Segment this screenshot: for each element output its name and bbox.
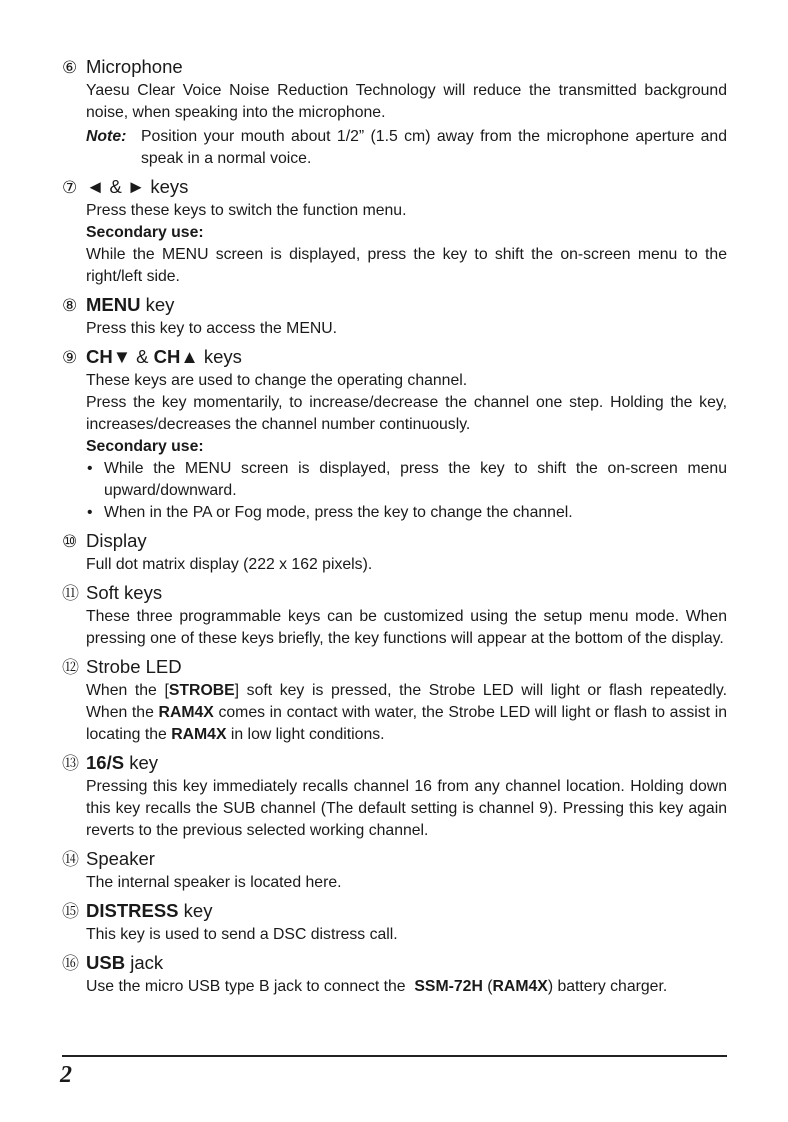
item-title [86, 951, 163, 975]
item-number: ⑭ [62, 850, 79, 869]
item-description: Pressing this key immediately recalls channel 16 from any channel location. Holding down this key recalls the SUB channel (The default setting is channel 9). Pressing this key again reverts to the previous selected working channel. [86, 778, 727, 839]
manual-page-content [62, 55, 727, 1003]
item-body [62, 680, 727, 746]
item-description: Yaesu Clear Voice Noise Reduction Technology will reduce the transmitted background noise, when speaking into the microphone. [86, 82, 727, 121]
item-usb-jack [62, 951, 727, 998]
item-description: This key is used to send a DSC distress call. [86, 926, 398, 943]
item-distress-key [62, 899, 727, 946]
model-name: RAM4X [492, 978, 548, 995]
item-number: ⑧ [62, 296, 78, 315]
item-title-amp: & [131, 346, 154, 367]
text-run: ] soft key is pressed, the Strobe LED will light or flash repeatedly. When the [86, 682, 727, 721]
item-description: Press the key momentarily, to increase/decrease the channel one step. Holding the key, increases/decreases the channel number continuously. [86, 394, 727, 433]
item-title-bold: MENU [86, 294, 141, 315]
secondary-use-label: Secondary use: [86, 438, 204, 455]
item-description [86, 680, 727, 746]
secondary-use-list [86, 458, 727, 524]
item-heading [62, 175, 727, 200]
item-soft-keys [62, 581, 727, 650]
item-title: Microphone [86, 56, 183, 77]
text-run: ( [482, 978, 493, 995]
item-title [86, 345, 242, 369]
note-label: Note: [86, 128, 127, 145]
text-run: Use the micro USB type B jack to connect the [86, 978, 415, 995]
item-16s-key [62, 751, 727, 842]
item-body [62, 872, 727, 894]
text-run: When the [ [86, 682, 169, 699]
item-title [86, 293, 174, 317]
list-item: • When in the PA or Fog mode, press the key to change the channel. [86, 502, 727, 524]
item-title: Display [86, 530, 147, 551]
footer-divider [62, 1055, 727, 1057]
item-heading [62, 293, 727, 318]
text-run: ) battery charger. [547, 978, 668, 995]
item-heading [62, 581, 727, 606]
item-title-ch-down: CH▼ [86, 346, 132, 367]
item-heading [62, 951, 727, 976]
item-title-bold: 16/S [86, 752, 125, 773]
item-description: Full dot matrix display (222 x 162 pixels). [86, 556, 373, 573]
item-heading [62, 655, 727, 680]
item-title: Soft keys [86, 582, 163, 603]
item-body [62, 554, 727, 576]
item-body [62, 370, 727, 524]
item-heading [62, 899, 727, 924]
item-description: Press these keys to switch the function menu. [86, 202, 407, 219]
item-speaker [62, 847, 727, 894]
item-number: ⑦ [62, 178, 78, 197]
item-body [62, 200, 727, 288]
item-heading [62, 847, 727, 872]
item-title: Speaker [86, 848, 155, 869]
item-heading [62, 345, 727, 370]
note-text: Position your mouth about 1/2” (1.5 cm) away from the microphone aperture and speak in a normal voice. [141, 128, 727, 167]
secondary-use-label: Secondary use: [86, 224, 204, 241]
text-run: comes in contact with water, the Strobe LED will light or flash to assist in locating the [86, 704, 727, 743]
item-menu-key [62, 293, 727, 340]
item-number: ⑬ [62, 754, 79, 773]
item-title-rest: key [140, 294, 175, 315]
item-description: The internal speaker is located here. [86, 874, 342, 891]
item-number: ⑮ [62, 902, 79, 921]
item-description: These keys are used to change the operating channel. [86, 372, 468, 389]
page-number: 2 [60, 1062, 72, 1088]
model-name: RAM4X [158, 704, 214, 721]
item-number: ⑪ [62, 584, 79, 603]
item-body [62, 976, 727, 998]
item-heading [62, 751, 727, 776]
list-item: • While the MENU screen is displayed, press the key to shift the on-screen menu upward/downward. [86, 458, 727, 502]
item-number: ⑥ [62, 58, 78, 77]
text-run: in low light conditions. [226, 726, 385, 743]
item-strobe-led [62, 655, 727, 746]
item-number: ⑩ [62, 532, 78, 551]
item-display [62, 529, 727, 576]
model-name: RAM4X [171, 726, 227, 743]
item-body [62, 924, 727, 946]
item-title-rest: key [178, 900, 213, 921]
item-number: ⑯ [62, 954, 79, 973]
item-body [62, 606, 727, 650]
item-title [86, 751, 158, 775]
item-title: ◄ & ► keys [86, 176, 189, 197]
item-heading [62, 55, 727, 80]
item-title-rest: key [124, 752, 158, 773]
item-channel-keys [62, 345, 727, 524]
item-microphone [62, 55, 727, 170]
item-arrow-keys [62, 175, 727, 288]
item-heading [62, 529, 727, 554]
item-description: Press this key to access the MENU. [86, 320, 338, 337]
item-body [62, 776, 727, 842]
item-title: Strobe LED [86, 656, 182, 677]
item-title [86, 899, 212, 923]
secondary-use-text: While the MENU screen is displayed, press the key to shift the on-screen menu to the right/left side. [86, 246, 727, 285]
item-title-ch-up: CH▲ [153, 346, 199, 367]
item-body [62, 80, 727, 170]
item-title-rest: keys [198, 346, 242, 367]
item-title-bold: DISTRESS [86, 900, 179, 921]
item-number: ⑫ [62, 658, 79, 677]
charger-model-name: SSM-72H [414, 978, 483, 995]
item-number: ⑨ [62, 348, 78, 367]
item-title-rest: jack [125, 952, 164, 973]
note [86, 126, 727, 170]
item-description: These three programmable keys can be customized using the setup menu mode. When pressing one of these keys briefly, the key functions will appear at the bottom of the display. [86, 608, 727, 647]
strobe-key-name: STROBE [168, 682, 235, 699]
item-body [62, 318, 727, 340]
item-description [86, 976, 727, 998]
item-title-bold: USB [86, 952, 126, 973]
